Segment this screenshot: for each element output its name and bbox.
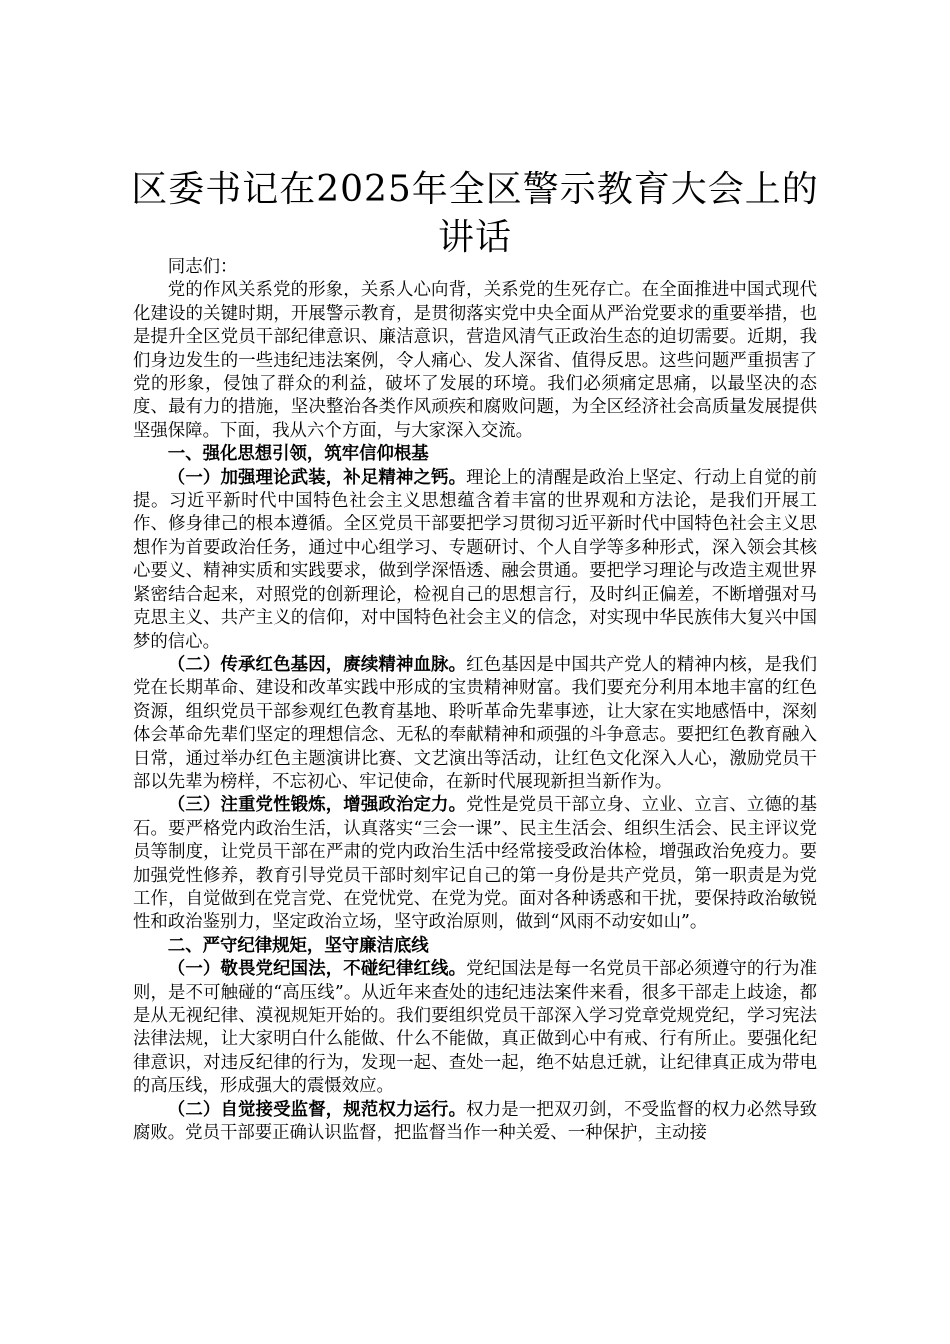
paragraph-text: 党纪国法是每一名党员干部必须遵守的行为准则，是不可触碰的“高压线”。从近年来查处的违纪违法案件来看，很多干部走上歧途，都是从无视纪律、漠视规矩开始的。我们要组织党员干部深入学习党章党规党纪，学习宪法法律法规，让大家明白什么能做、什么不能做，真正做到心中有戒、行有所止。要强化纪律意识，对违反纪律的行为，发现一起、查处一起，绝不姑息迁就，让纪律真正成为带电的高压线，形成强大的震慑效应。: [133, 959, 817, 1097]
section2-paragraph-1: [133, 958, 817, 1098]
salutation: 同志们：: [167, 257, 238, 277]
paragraph-lead: （二）传承红色基因，赓续精神血脉。: [167, 654, 467, 675]
section2-paragraph-2: [133, 1099, 817, 1146]
paragraph-lead: （一）加强理论武装，补足精神之钙。: [167, 467, 467, 488]
paragraph-text: 党性是党员干部立身、立业、立言、立德的基石。要严格党内政治生活，认真落实“三会一课”、民主生活会、组织生活会、民主评议党员等制度，让党员干部在严肃的党内政治生活中经常接受政治体检，增强政治免疫力。要加强党性修养，教育引导党员干部时刻牢记自己的第一身份是共产党员，第一职责是为党工作，自觉做到在党言党、在党忧党、在党为党。面对各种诱惑和干扰，要保持政治敏锐性和政治鉴别力，坚定政治立场，坚守政治原则，做到“风雨不动安如山”。: [133, 795, 817, 933]
paragraph-lead: （一）敬畏党纪国法，不碰纪律红线。: [167, 959, 467, 980]
section1-paragraph-2: [133, 654, 817, 794]
paragraph-lead: （三）注重党性锻炼，增强政治定力。: [167, 795, 467, 816]
section1-paragraph-1: [133, 467, 817, 654]
document-title: 区委书记在2025年全区警示教育大会上的讲话: [131, 169, 819, 258]
section-heading-1: 一、强化思想引领，筑牢信仰根基: [167, 444, 429, 465]
document-body: [133, 256, 817, 1145]
paragraph-text: 红色基因是中国共产党人的精神内核，是我们党在长期革命、建设和改革实践中形成的宝贵精神财富。我们要充分利用本地丰富的红色资源，组织党员干部参观红色教育基地、聆听革命先辈事迹，让大家在实地感悟中，深刻体会革命先辈们坚定的理想信念、无私的奉献精神和顽强的斗争意志。要把红色教育融入日常，通过举办红色主题演讲比赛、文艺演出等活动，让红色文化深入人心，激励党员干部以先辈为榜样，不忘初心、牢记使命，在新时代展现新担当新作为。: [133, 654, 817, 792]
section1-paragraph-3: [133, 794, 817, 934]
section-heading-2: 二、严守纪律规矩，坚守廉洁底线: [167, 935, 429, 956]
intro-paragraph: 党的作风关系党的形象，关系人心向背，关系党的生死存亡。在全面推进中国式现代化建设的关键时期，开展警示教育，是贯彻落实党中央全面从严治党要求的重要举措，也是提升全区党员干部纪律意识、廉洁意识，营造风清气正政治生态的迫切需要。近期，我们身边发生的一些违纪违法案例，令人痛心、发人深省、值得反思。这些问题严重损害了党的形象，侵蚀了群众的利益，破坏了发展的环境。我们必须痛定思痛，以最坚决的态度、最有力的措施，坚决整治各类作风顽疾和腐败问题，为全区经济社会高质量发展提供坚强保障。下面，我从六个方面，与大家深入交流。: [133, 280, 817, 441]
paragraph-text: 理论上的清醒是政治上坚定、行动上自觉的前提。习近平新时代中国特色社会主义思想蕴含着丰富的世界观和方法论，是我们开展工作、修身律己的根本遵循。全区党员干部要把学习贯彻习近平新时代中国特色社会主义思想作为首要政治任务，通过中心组学习、专题研讨、个人自学等多种形式，深入领会其核心要义、精神实质和实践要求，做到学深悟透、融会贯通。要把学习理论与改造主观世界紧密结合起来，对照党的创新理论，检视自己的思想言行，及时纠正偏差，不断增强对马克思主义、共产主义的信仰，对中国特色社会主义的信念，对实现中华民族伟大复兴中国梦的信心。: [133, 467, 817, 652]
paragraph-text: 权力是一把双刃剑，不受监督的权力必然导致腐败。党员干部要正确认识监督，把监督当作一种关爱、一种保护，主动接: [133, 1099, 817, 1144]
paragraph-lead: （二）自觉接受监督，规范权力运行。: [167, 1099, 467, 1120]
